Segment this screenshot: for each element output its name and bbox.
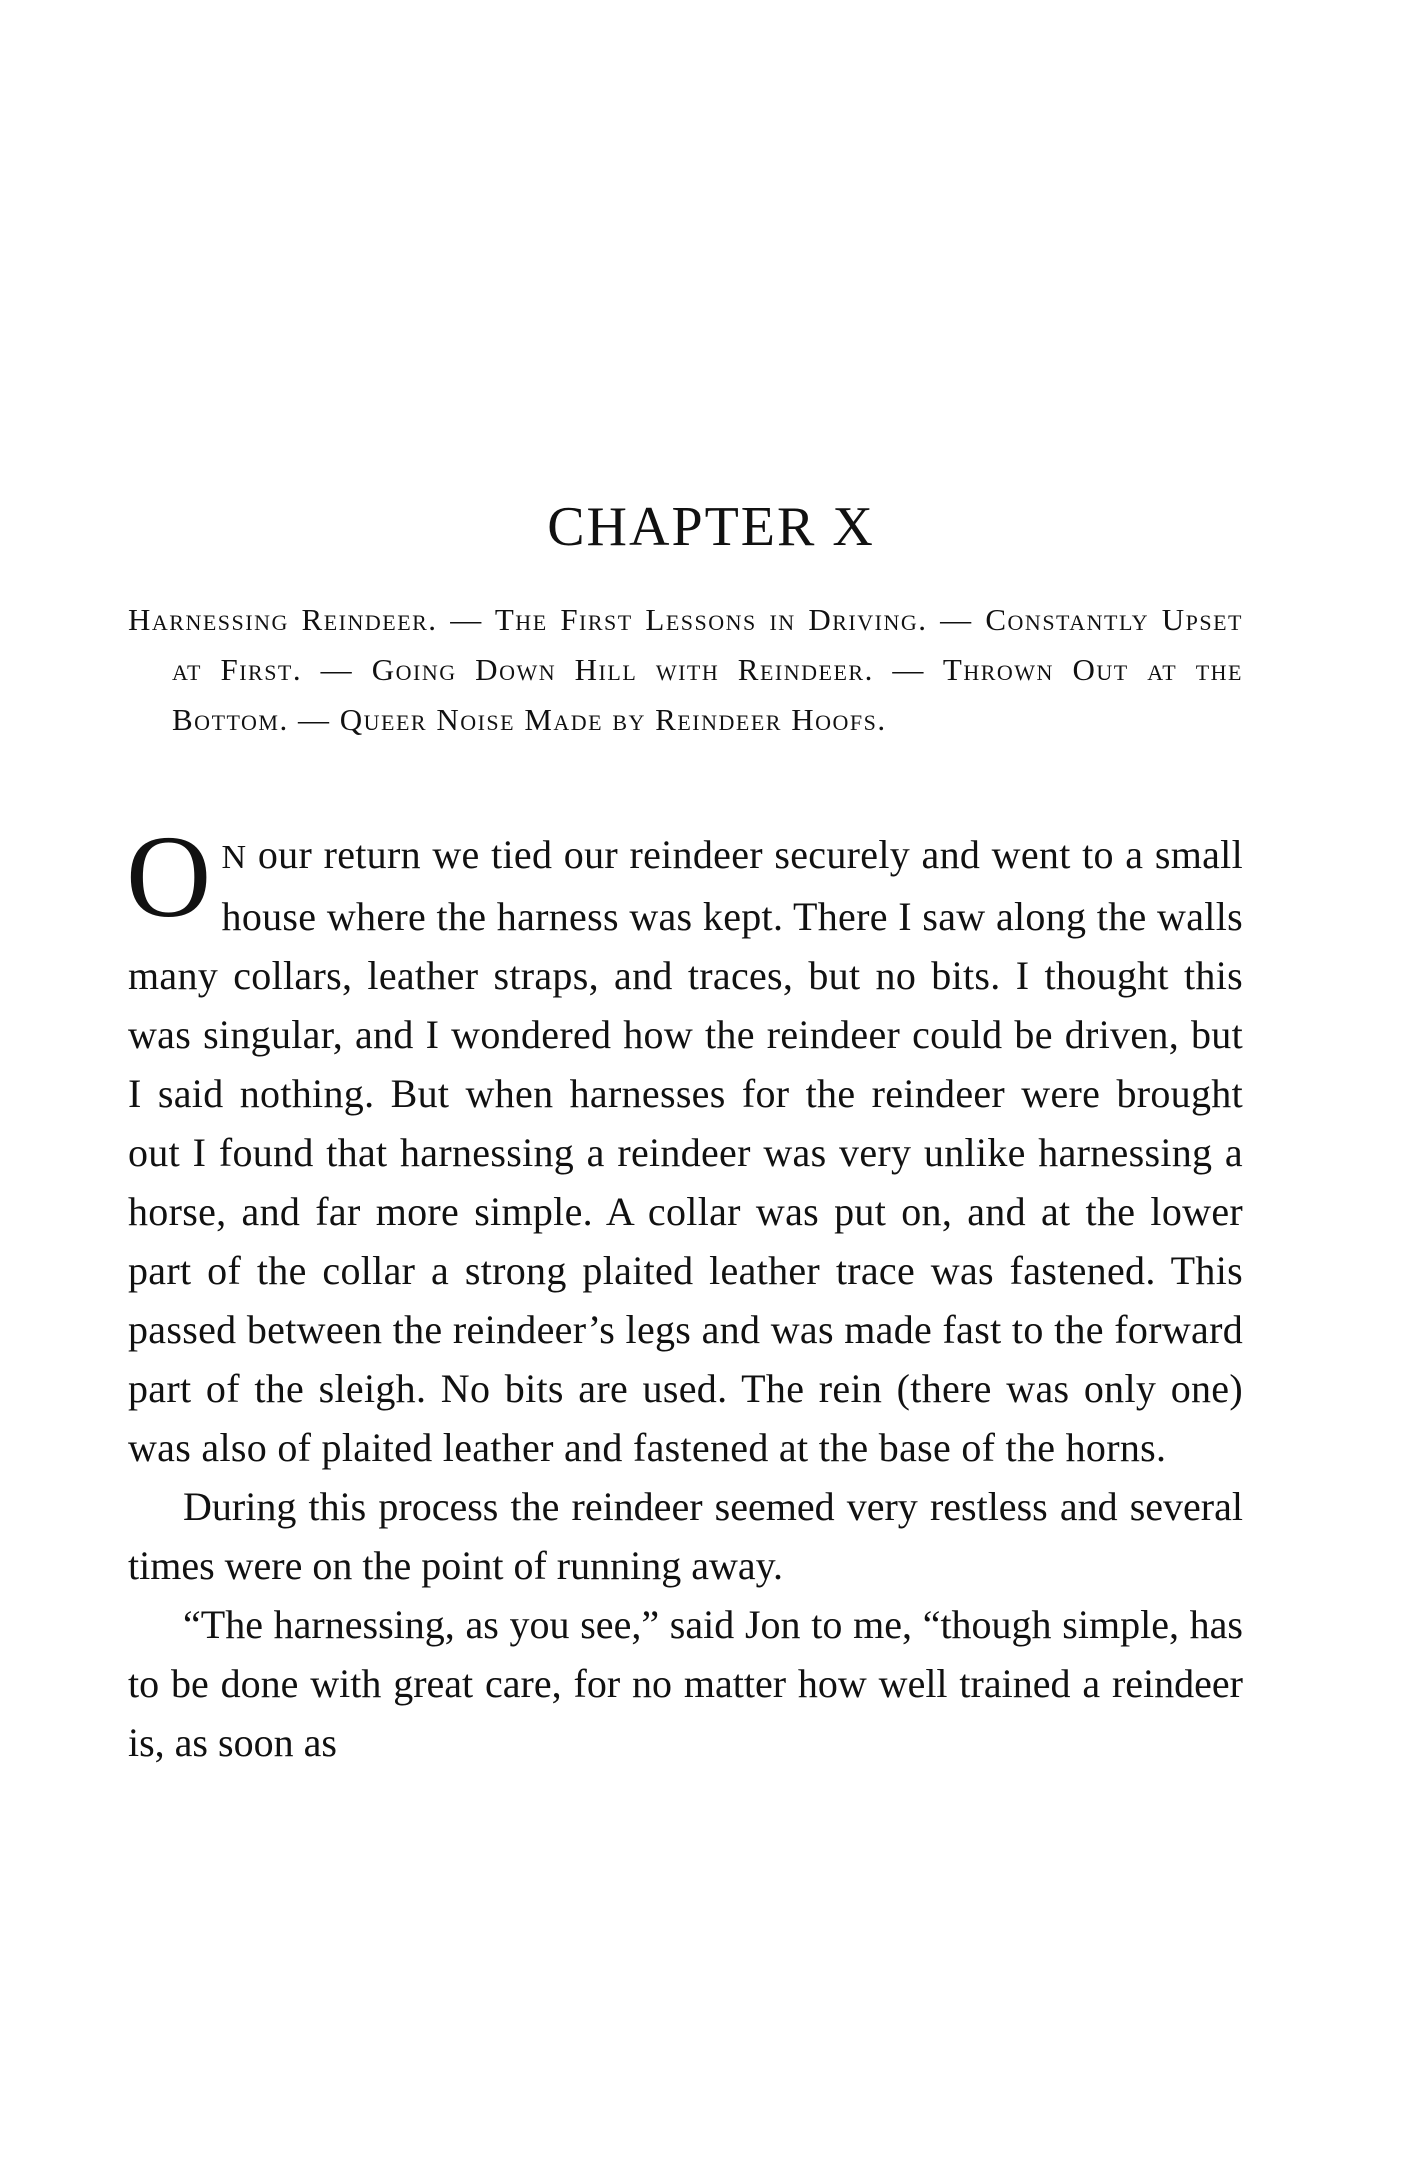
drop-cap-letter: O [126,811,212,942]
paragraph-3: “The harnessing, as you see,” said Jon to me, “though simple, has to be done with great care, for no matter how well trained a reindeer is, as soon as [128,1602,1243,1765]
chapter-synopsis: Harnessing Reindeer. — The First Lessons in Driving. — Constantly Upset at First. — Going Down Hill with Reindeer. — Thrown Out at the Bottom. — Queer Noise Made by Reindeer Hoofs. [128,602,1243,737]
paragraph-1-text: our return we tied our reindeer securely and went to a small house where the harness was kept. There I saw along the walls many collars, leather straps, and traces, but no bits. I thought this was singular, and I wondered how the reindeer could be driven, but I said nothing. But when harnesses for the reindeer were brought out I found that harnessing a reindeer was very unlike harnessing a horse, and far more simple. A collar was put on, and at the lower part of the collar a strong plaited leather trace was fastened. This passed between the reindeer’s legs and was made fast to the forward part of the sleigh. No bits are used. The rein (there was only one) was also of plaited leather and fastened at the base of the horns. [128,832,1243,1470]
chapter-body [126,811,1243,1772]
drop-cap-lead: N [221,839,247,876]
paragraph-2: During this process the reindeer seemed very restless and several times were on the point of running away. [128,1484,1243,1588]
chapter-title: CHAPTER X [547,496,875,558]
paragraph-1 [126,811,1243,1477]
